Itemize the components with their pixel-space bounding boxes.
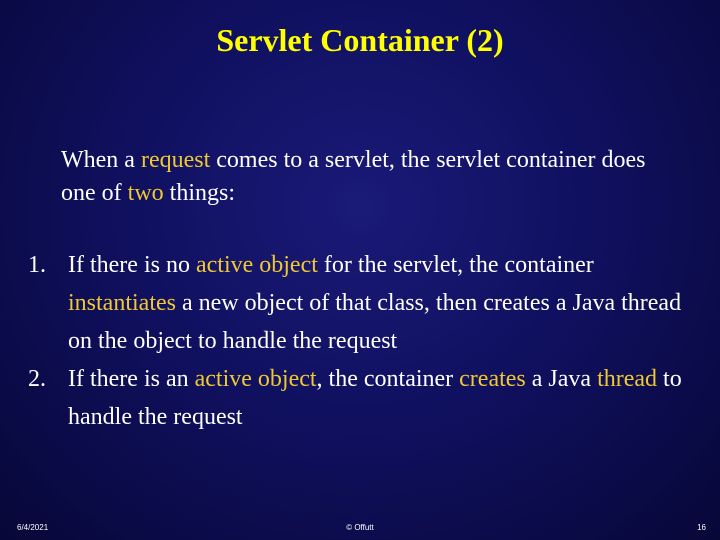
intro-text: When a [61,147,141,173]
highlight-active-object: active object [194,366,317,392]
highlight-active-object: active object [195,252,318,278]
item-text: for the servlet, the container [317,252,594,278]
highlight-creates: creates [459,366,526,392]
slide-title: Servlet Container (2) [216,22,504,58]
highlight-two: two [127,180,164,206]
item-text: , the container [316,366,460,392]
list-item [0,360,688,436]
footer-page-number: 16 [697,523,706,532]
list-number: 2. [28,366,46,392]
footer-copyright: © Offutt [346,523,374,532]
item-text: a new object of that class, then creates a Java thread on the object to handle the request [68,290,682,354]
numbered-list [0,246,720,436]
item-text: to handle the request [68,366,682,430]
list-number: 1. [28,252,46,278]
intro-text: comes to a servlet, the servlet container does one of [61,147,646,206]
list-item [0,246,688,360]
item-text: If there is an [68,366,195,392]
item-text: If there is no [68,252,196,278]
intro-paragraph [61,144,661,210]
footer-date: 6/4/2021 [17,523,49,532]
highlight-request: request [140,147,211,173]
item-text: a Java [525,366,598,392]
highlight-thread: thread [597,366,658,392]
highlight-instantiates: instantiates [68,290,176,316]
intro-text: things: [163,180,235,206]
